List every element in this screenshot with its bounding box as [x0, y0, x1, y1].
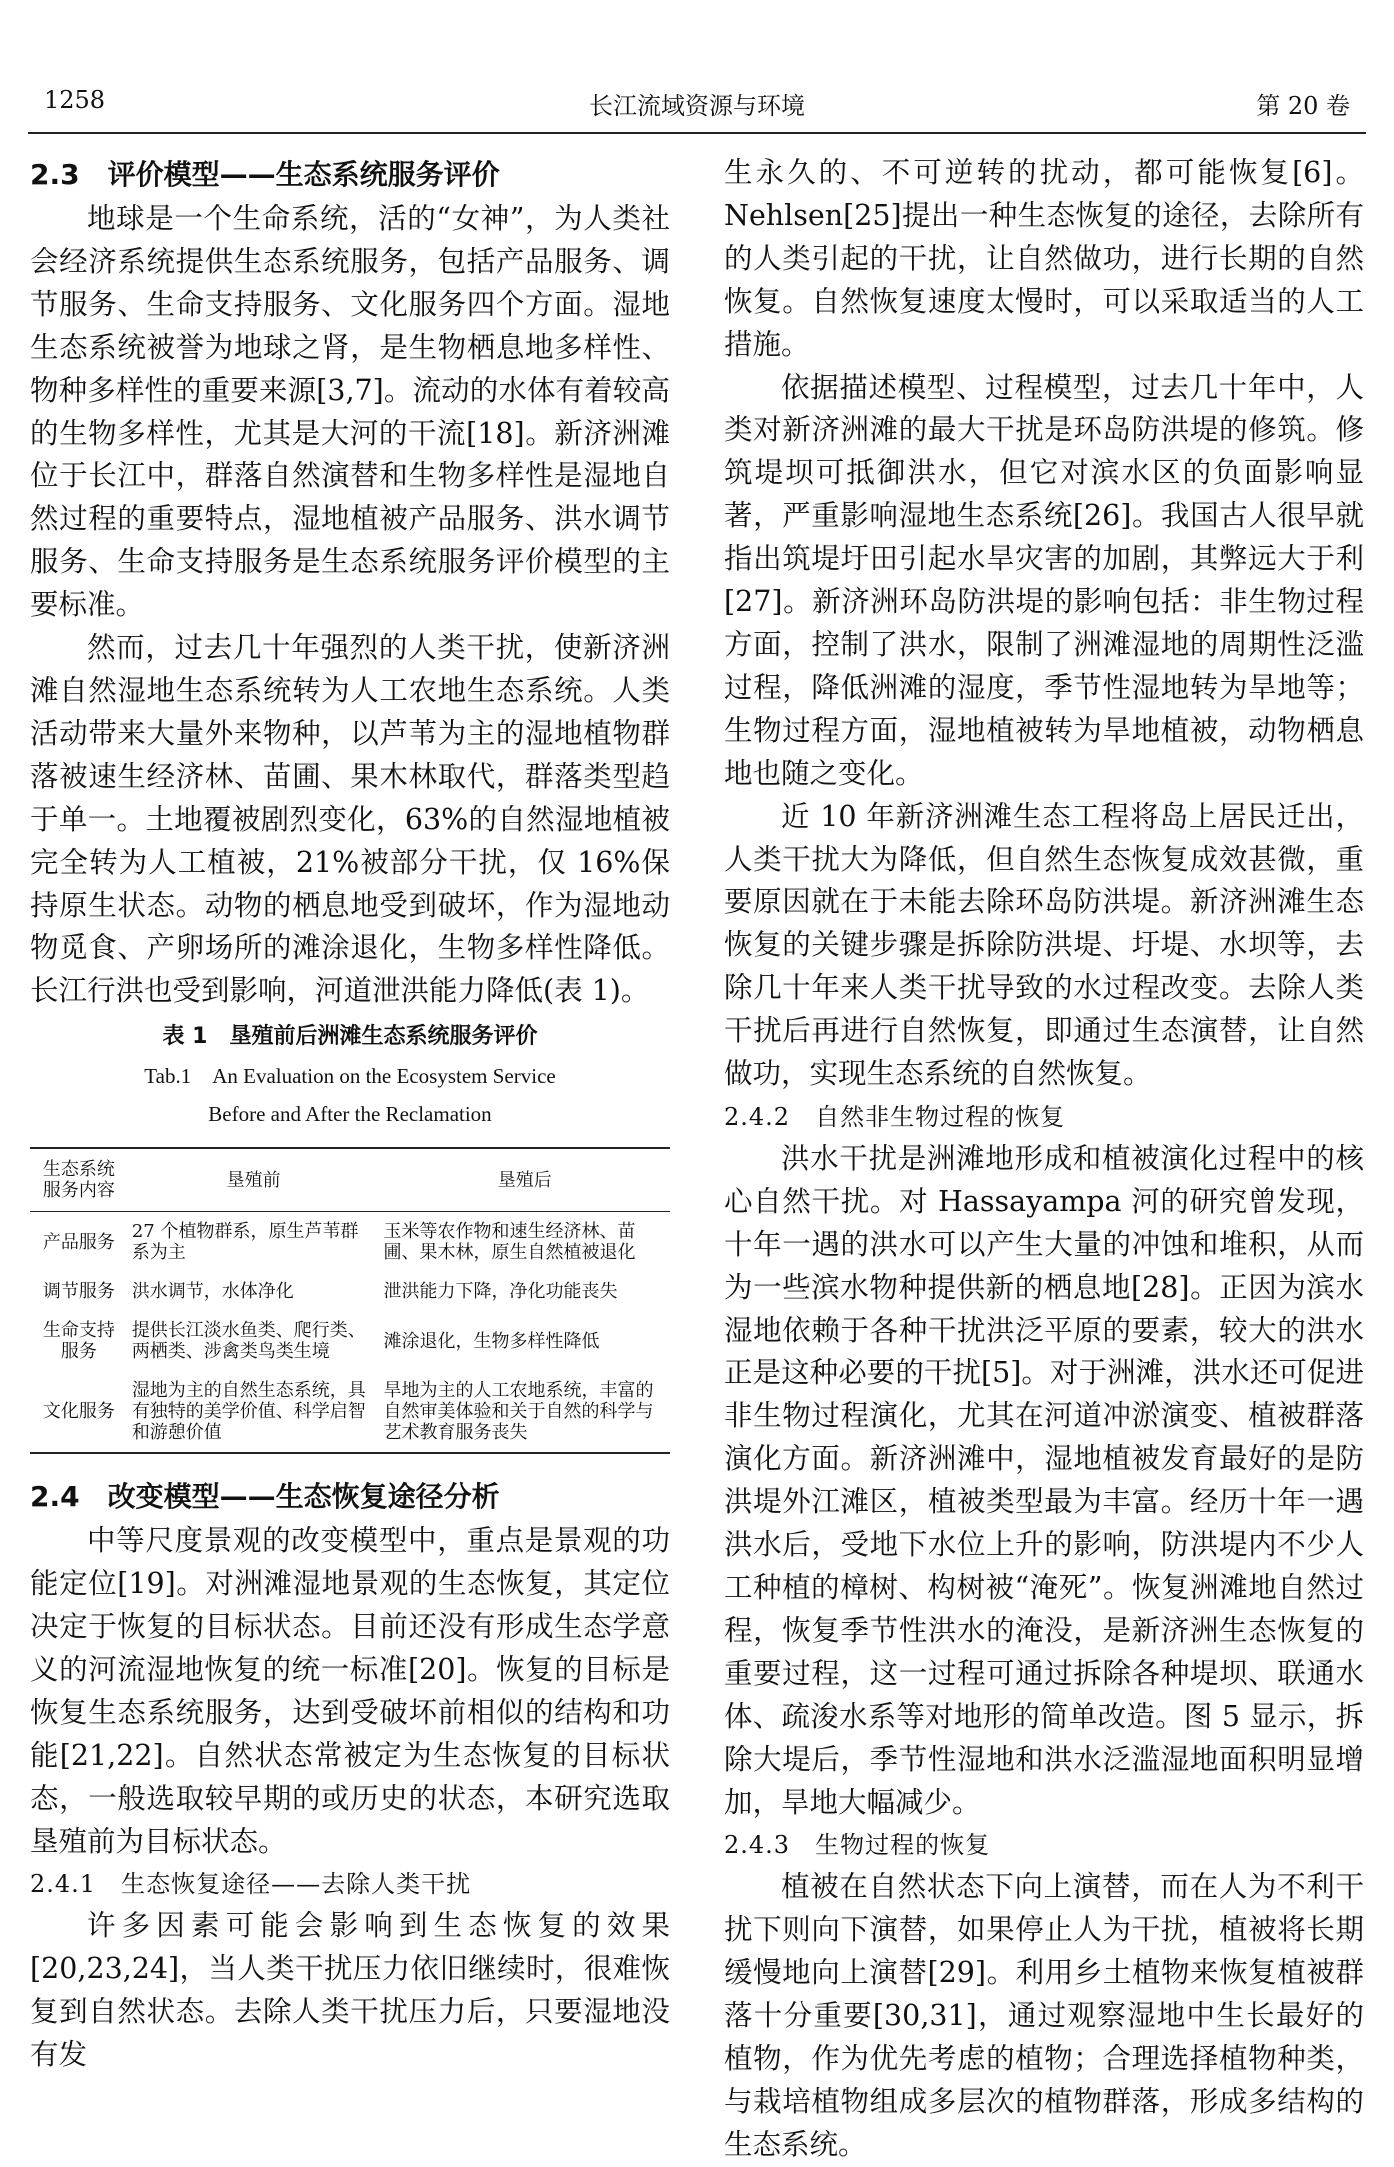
table-caption-cn: 表 1 垦殖前后洲滩生态系统服务评价: [162, 1024, 538, 1050]
table-header-cell: 生态系统服务内容: [42, 1159, 115, 1202]
table-row: [30, 1272, 670, 1311]
table-row: [30, 1311, 670, 1371]
table-cell: 泄洪能力下降，净化功能丧失: [383, 1281, 618, 1303]
table-header-cell: 垦殖后: [497, 1169, 552, 1191]
paragraph: 植被在自然状态下向上演替，而在人为不利干扰下则向下演替，如果停止人为干扰，植被将长期缓慢地向上演替[29]。利用乡土植物来恢复植被群落十分重要[30,31]，通过观察湿地中生长最好的植物，作为优先考虑的植物；合理选择植物种类，与栽培植物组成多层次的植物群落，形成多结构的生态系统。: [724, 1870, 1364, 2161]
left-column: [30, 152, 670, 2077]
table-cell: 洪水调节，水体净化: [131, 1281, 294, 1303]
header-rule: [28, 132, 1366, 134]
table-cell: 提供长江淡水鱼类、爬行类、两栖类、涉禽类鸟类生境: [131, 1320, 366, 1363]
table-cell: 调节服务: [42, 1281, 115, 1303]
evaluation-table: [30, 1147, 670, 1454]
section-2-4-3-title: 2.4.3 生物过程的恢复: [724, 1831, 991, 1860]
paragraph: 许多因素可能会影响到生态恢复的效果[20,23,24]，当人类干扰压力依旧继续时，很难恢复到自然状态。去除人类干扰压力后，只要湿地没有发: [30, 1909, 670, 2072]
volume-label: 第 20 卷: [1256, 92, 1350, 120]
paragraph-continued: 生永久的、不可逆转的扰动，都可能恢复[6]。Nehlsen[25]提出一种生态恢复的途径，去除所有的人类引起的干扰，让自然做功，进行长期的自然恢复。自然恢复速度太慢时，可以采取适当的人工措施。: [724, 156, 1364, 361]
table-caption-en-line-1: Tab.1 An Evaluation on the Ecosystem Service: [144, 1064, 556, 1089]
right-column: [724, 152, 1364, 2167]
table-cell: 滩涂退化，生物多样性降低: [383, 1330, 600, 1352]
page-header: [28, 76, 1366, 120]
table-row: [30, 1212, 670, 1273]
table-cell: 生命支持服务: [42, 1320, 115, 1363]
section-2-4-1-title: 2.4.1 生态恢复途径——去除人类干扰: [30, 1870, 472, 1899]
table-row: [30, 1371, 670, 1453]
paragraph: 近 10 年新济洲滩生态工程将岛上居民迁出，人类干扰大为降低，但自然生态恢复成效甚微，重要原因就在于未能去除环岛防洪堤。新济洲滩生态恢复的关键步骤是拆除防洪堤、圩堤、水坝等，去除几十年来人类干扰导致的水过程改变。去除人类干扰后再进行自然恢复，即通过生态演替，让自然做功，实现生态系统的自然恢复。: [724, 799, 1364, 1091]
section-2-4-title: 2.4 改变模型——生态恢复途径分析: [30, 1480, 500, 1514]
table-cell: 旱地为主的人工农地系统，丰富的自然审美体验和关于自然的科学与艺术教育服务丧失: [383, 1380, 654, 1444]
page-number: 1258: [44, 86, 106, 114]
table-cell: 湿地为主的自然生态系统，具有独特的美学价值、科学启智和游憩价值: [131, 1380, 366, 1444]
table-cell: 玉米等农作物和速生经济林、苗圃、果木林，原生自然植被退化: [383, 1221, 636, 1264]
table-header-cell: 垦殖前: [226, 1169, 281, 1191]
paragraph: 洪水干扰是洲滩地形成和植被演化过程中的核心自然干扰。对 Hassayampa 河的研究曾发现，十年一遇的洪水可以产生大量的冲蚀和堆积，从而为一些滨水物种提供新的栖息地[28]。正因为滨水湿地依赖于各种干扰洪泛平原的要素，较大的洪水正是这种必要的干扰[5]。对于洲滩，洪水还可促进非生物过程演化，尤其在河道冲淤演变、植被群落演化方面。新济洲滩中，湿地植被发育最好的是防洪堤外江滩区，植被类型最为丰富。经历十年一遇洪水后，受地下水位上升的影响，防洪堤内不少人工种植的樟树、构树被“淹死”。恢复洲滩地自然过程，恢复季节性洪水的淹没，是新济洲生态恢复的重要过程，这一过程可通过拆除各种堤坝、联通水体、疏浚水系等对地形的简单改造。图 5 显示，拆除大堤后，季节性湿地和洪水泛滥湿地面积明显增加，旱地大幅减少。: [724, 1141, 1364, 1819]
paragraph: 地球是一个生命系统，活的“女神”，为人类社会经济系统提供生态系统服务，包括产品服务、调节服务、生命支持服务、文化服务四个方面。湿地生态系统被誉为地球之肾，是生物栖息地多样性、物种多样性的重要来源[3,7]。流动的水体有着较高的生物多样性，尤其是大河的干流[18]。新济洲滩位于长江中，群落自然演替和生物多样性是湿地自然过程的重要特点，湿地植被产品服务、洪水调节服务、生命支持服务是生态系统服务评价模型的主要标准。: [30, 202, 670, 622]
paragraph: 依据描述模型、过程模型，过去几十年中，人类对新济洲滩的最大干扰是环岛防洪堤的修筑。修筑堤坝可抵御洪水，但它对滨水区的负面影响显著，严重影响湿地生态系统[26]。我国古人很早就指出筑堤圩田引起水旱灾害的加剧，其弊远大于利[27]。新济洲环岛防洪堤的影响包括：非生物过程方面，控制了洪水，限制了洲滩湿地的周期性泛滥过程，降低洲滩的湿度，季节性湿地转为旱地等；生物过程方面，湿地植被转为旱地植被，动物栖息地也随之变化。: [724, 370, 1364, 790]
table-cell: 27 个植物群系，原生芦苇群系为主: [131, 1221, 359, 1264]
paragraph: 然而，过去几十年强烈的人类干扰，使新济洲滩自然湿地生态系统转为人工农地生态系统。人类活动带来大量外来物种，以芦苇为主的湿地植物群落被速生经济林、苗圃、果木林取代，群落类型趋于单一。土地覆被剧烈变化，63%的自然湿地植被完全转为人工植被，21%被部分干扰，仅 16%保持原生状态。动物的栖息地受到破坏，作为湿地动物觅食、产卵场所的滩涂退化，生物多样性降低。长江行洪也受到影响，河道泄洪能力降低(表 1)。: [30, 631, 670, 1008]
table-cell: 文化服务: [42, 1401, 115, 1423]
table-cell: 产品服务: [42, 1231, 115, 1253]
table-caption-en-line-2: Before and After the Reclamation: [208, 1102, 492, 1127]
table-header-row: [30, 1148, 670, 1212]
journal-title: 长江流域资源与环境: [589, 92, 805, 120]
paragraph: 中等尺度景观的改变模型中，重点是景观的功能定位[19]。对洲滩湿地景观的生态恢复，其定位决定于恢复的目标状态。目前还没有形成生态学意义的河流湿地恢复的统一标准[20]。恢复的目标是恢复生态系统服务，达到受破坏前相似的结构和功能[21,22]。自然状态常被定为生态恢复的目标状态，一般选取较早期的或历史的状态，本研究选取垦殖前为目标状态。: [30, 1524, 670, 1858]
section-2-3-title: 2.3 评价模型——生态系统服务评价: [30, 158, 500, 191]
section-2-4-2-title: 2.4.2 自然非生物过程的恢复: [724, 1102, 1066, 1131]
